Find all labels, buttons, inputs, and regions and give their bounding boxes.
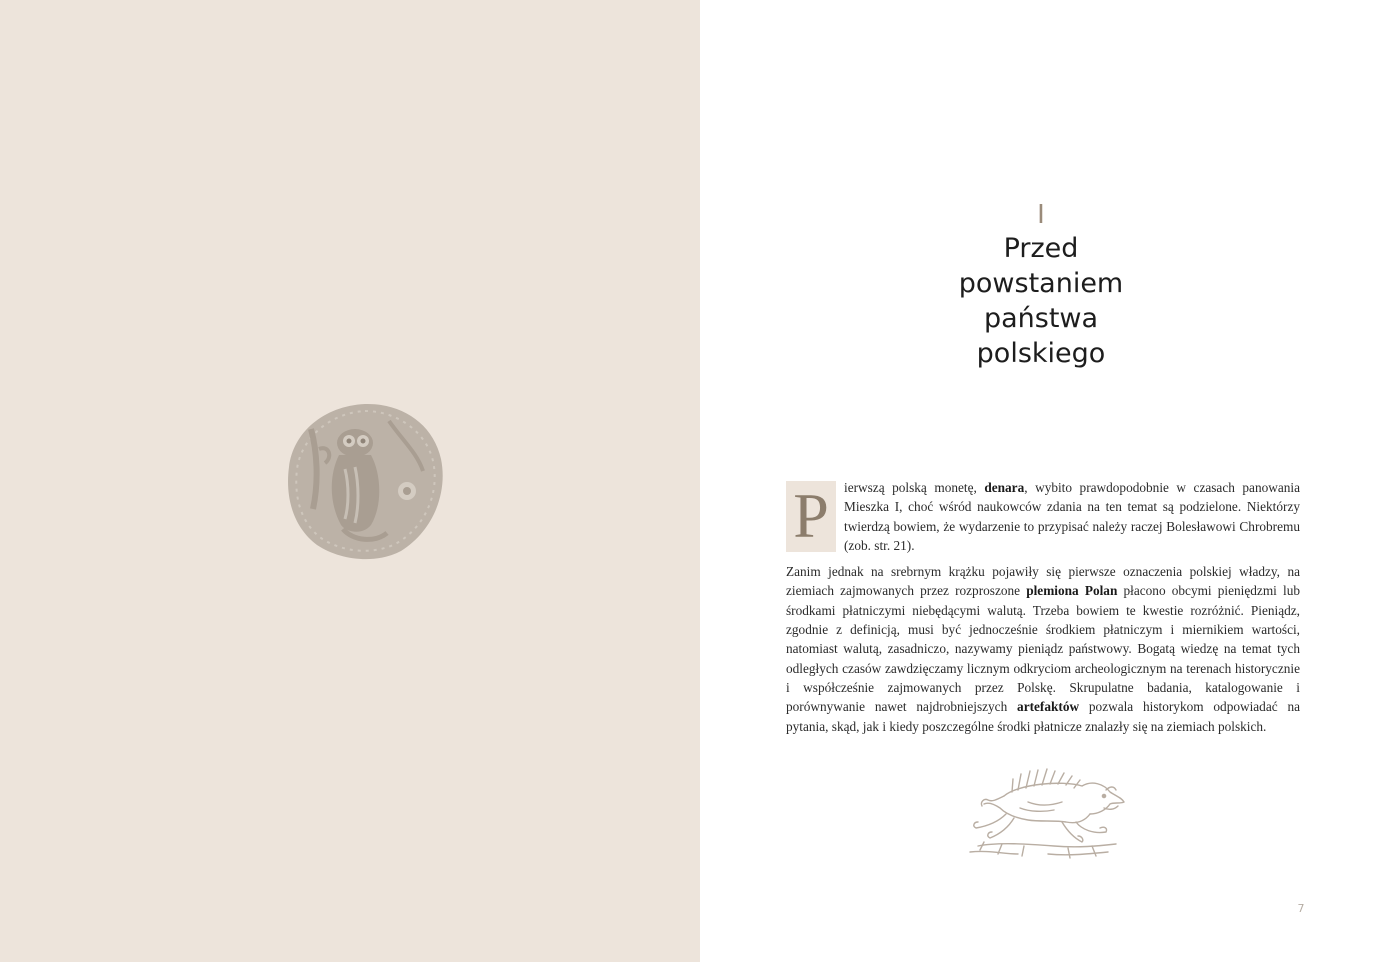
bold-term-denara: denara — [984, 480, 1025, 495]
chapter-title-line: powstaniem — [958, 268, 1124, 299]
chapter-title — [700, 231, 1382, 371]
text-run: pozwala historykom odpowiadać na pytania, skąd, jak i kiedy poszczególne środki płatnicze znalazły się na ziemiach polskich. — [786, 699, 1301, 734]
page-number: 7 — [1297, 902, 1305, 915]
chapter-number: I — [1037, 200, 1045, 230]
bold-term-artefaktow: artefaktów — [1017, 699, 1080, 715]
chapter-title-line: państwa — [983, 303, 1099, 334]
chapter-title-line: polskiego — [976, 338, 1106, 369]
right-page — [700, 0, 1400, 962]
chapter-title-line: Przed — [1003, 233, 1079, 264]
bold-term-plemiona-polan: plemiona Polan — [1026, 583, 1118, 599]
paragraph-2 — [786, 562, 1300, 736]
body-text — [786, 478, 1300, 736]
boar-drawing-icon — [958, 762, 1128, 864]
text-run: , wybito prawdopodobnie w czasach panowania Mieszka I, choć wśród naukowców zdania na ten temat są podzielone. Niektórzy twierdzą bowiem, że wydarzenie to przypisać należy raczej Bolesławowi Chrobremu (zob. str. 21). — [844, 480, 1300, 553]
text-run: ierwszą polską monetę, — [844, 480, 985, 495]
text-run: Zanim jednak na srebrnym krążku pojawiły się pierwsze oznaczenia polskiej władzy, na ziemiach zajmowanych przez rozproszone — [786, 564, 1300, 599]
paragraph-1 — [786, 478, 1300, 555]
text-run: płacono obcymi pieniędzmi lub środkami płatniczymi niebędącymi walutą. Trzeba bowiem te kwestie rozróżnić. Pieniądz, zgodnie z definicją, musi być jednocześnie środkiem płatniczym i miernikiem wartości, natomiast walutą, zasadniczo, nazywamy pieniądz państwowy. Bogatą wiedzę na temat tych odległych czasów zawdzięczamy licznym odkryciom archeologicznym na terenach historycznie i współcześnie zajmowanych przez Polskę. Skrupulatne badania, katalogowanie i porównywanie nawet najdrobniejszych — [786, 583, 1301, 715]
owl-coin-icon — [283, 401, 446, 561]
drop-cap: P — [786, 481, 836, 552]
